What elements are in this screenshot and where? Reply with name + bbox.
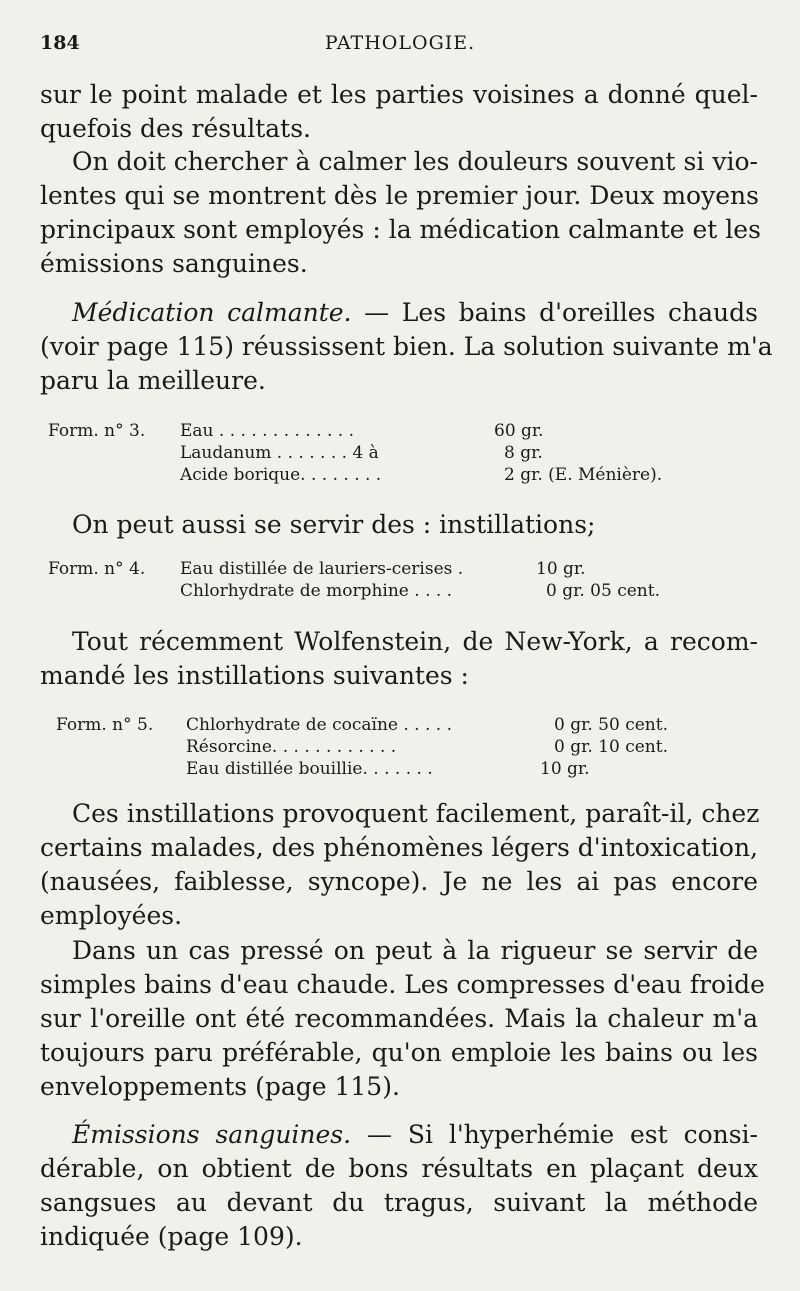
text-line: quefois des résultats. — [40, 114, 311, 143]
running-head: PATHOLOGIE. — [324, 32, 476, 54]
formula-item: Laudanum . . . . . . . 4 à — [180, 443, 379, 463]
text-line: enveloppements (page 115). — [40, 1072, 400, 1101]
formula-quantity: 10 gr. — [540, 759, 590, 779]
paragraph-1 — [40, 78, 758, 146]
text-line: On doit chercher à calmer les douleurs souvent si vio- — [72, 147, 758, 176]
text-line: sur le point malade et les parties voisines a donné quel- — [40, 80, 758, 109]
text-line: sur l'oreille ont été recommandées. Mais la chaleur m'a — [40, 1004, 758, 1033]
formula-quantity: 0 gr. 05 cent. — [546, 581, 660, 601]
formula-quantity: 60 gr. — [494, 421, 544, 441]
text-line: Dans un cas pressé on peut à la rigueur se servir de — [72, 936, 758, 965]
formula-quantity: 0 gr. 10 cent. — [554, 737, 668, 757]
formula-3 — [48, 420, 748, 486]
formula-quantity: 0 gr. 50 cent. — [554, 715, 668, 735]
page-header — [40, 32, 760, 62]
text-line: indiquée (page 109). — [40, 1222, 303, 1251]
text-line — [40, 296, 758, 330]
text-line: Tout récemment Wolfenstein, de New-York, a recom- — [72, 627, 758, 656]
formula-quantity: 10 gr. — [536, 559, 586, 579]
paragraph-2 — [40, 145, 761, 281]
formula-item: Résorcine. . . . . . . . . . . . — [186, 737, 397, 757]
text-line: émissions sanguines. — [40, 249, 308, 278]
paragraph-5 — [40, 625, 758, 693]
text-line: sangsues au devant du tragus, suivant la méthode — [40, 1188, 758, 1217]
formula-4 — [48, 558, 748, 602]
text-segment: — Les bains d'oreilles chauds — [351, 298, 758, 327]
formula-row — [48, 442, 748, 464]
formula-item: Eau . . . . . . . . . . . . . — [180, 421, 354, 441]
paragraph-6 — [40, 797, 758, 933]
text-line: paru la meilleure. — [40, 366, 266, 395]
paragraph-3 — [40, 296, 773, 398]
formula-item: Chlorhydrate de morphine . . . . — [180, 581, 453, 601]
text-line: principaux sont employés : la médication calmante et les — [40, 215, 761, 244]
page-number: 184 — [40, 32, 80, 54]
text-line: lentes qui se montrent dès le premier jour. Deux moyens — [40, 181, 759, 210]
text-line: dérable, on obtient de bons résultats en plaçant deux — [40, 1154, 758, 1183]
formula-row — [56, 736, 756, 758]
text-line: certains malades, des phénomènes légers d'intoxication, — [40, 833, 758, 862]
formula-row — [56, 714, 756, 736]
text-line: simples bains d'eau chaude. Les compresses d'eau froide — [40, 970, 765, 999]
text-line: employées. — [40, 901, 183, 930]
formula-quantity: 8 gr. — [504, 443, 543, 463]
text-line: Ces instillations provoquent facilement, paraît-il, chez — [72, 799, 760, 828]
formula-label: Form. n° 4. — [48, 559, 146, 579]
formula-item: Eau distillée de lauriers-cerises . — [180, 559, 464, 579]
formula-quantity: 2 gr. (E. Ménière). — [504, 465, 663, 485]
text-line — [40, 1118, 758, 1152]
formula-row — [56, 758, 756, 780]
text-line: (voir page 115) réussissent bien. La solution suivante m'a — [40, 332, 773, 361]
formula-row — [48, 464, 748, 486]
paragraph-4 — [40, 508, 758, 542]
formula-label: Form. n° 5. — [56, 715, 154, 735]
formula-label: Form. n° 3. — [48, 421, 146, 441]
formula-item: Chlorhydrate de cocaïne . . . . . — [186, 715, 452, 735]
paragraph-7 — [40, 934, 765, 1104]
text-segment: — Si l'hyperhémie est consi- — [351, 1120, 758, 1149]
section-heading-emissions-sanguines: Émissions sanguines. — [72, 1120, 352, 1149]
formula-item: Eau distillée bouillie. . . . . . . — [186, 759, 433, 779]
text-line: toujours paru préférable, qu'on emploie les bains ou les — [40, 1038, 758, 1067]
paragraph-8 — [40, 1118, 758, 1254]
text-line: On peut aussi se servir des : instillations; — [72, 510, 596, 539]
text-line: mandé les instillations suivantes : — [40, 661, 469, 690]
formula-5 — [56, 714, 756, 780]
formula-row — [48, 558, 748, 580]
formula-item: Acide borique. . . . . . . . — [180, 465, 382, 485]
formula-row — [48, 580, 748, 602]
text-line: (nausées, faiblesse, syncope). Je ne les ai pas encore — [40, 867, 758, 896]
section-heading-medication-calmante: Médication calmante. — [72, 298, 352, 327]
formula-row — [48, 420, 748, 442]
